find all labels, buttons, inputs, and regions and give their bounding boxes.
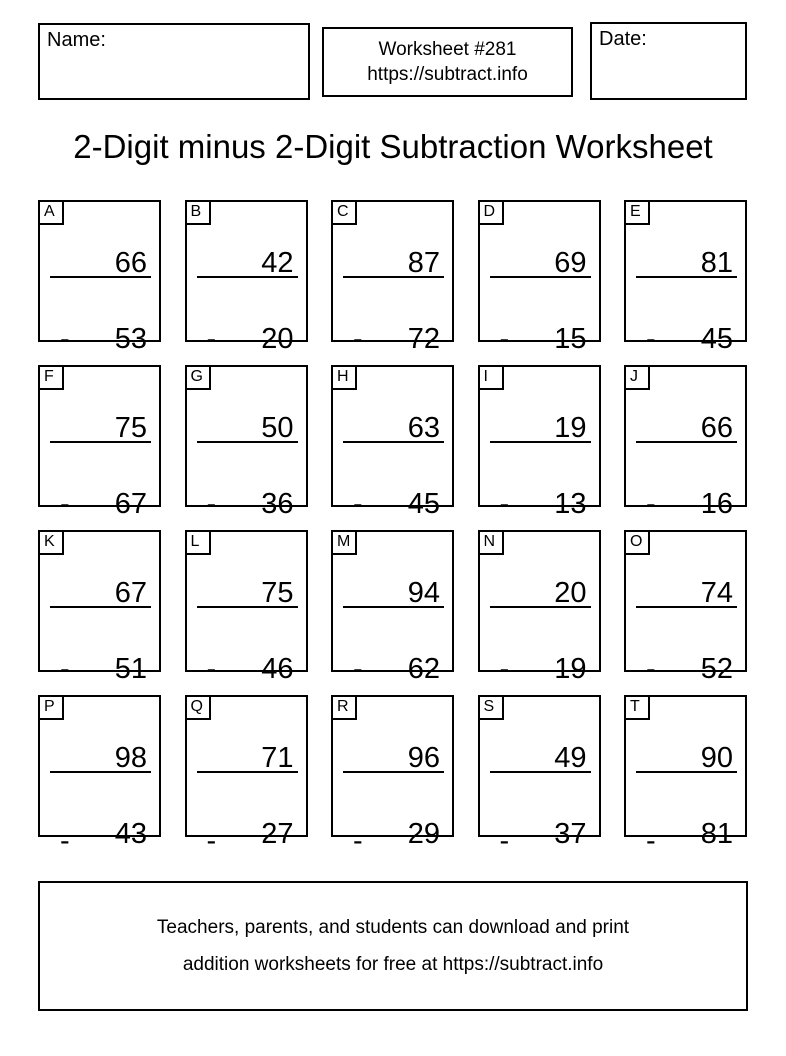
- minus-operator: -: [206, 488, 217, 520]
- minus-operator: -: [206, 323, 217, 355]
- answer-line: [343, 441, 444, 443]
- minus-operator: -: [60, 653, 70, 685]
- minus-operator: -: [353, 653, 363, 685]
- subtrahend-value: 67: [114, 488, 147, 520]
- problem-cell: [331, 365, 454, 520]
- problem-cell: [624, 695, 747, 857]
- minuend-value: 98: [114, 742, 147, 774]
- problem-letter: Q: [190, 698, 203, 715]
- subtrahend-value: 52: [700, 653, 733, 685]
- name-field-box: [38, 23, 310, 100]
- problem-letter: A: [44, 203, 55, 220]
- problem-letter-badge: [38, 695, 64, 720]
- problem-letter-badge: [185, 695, 211, 720]
- minus-operator: -: [353, 825, 363, 857]
- problem-cell: [624, 365, 747, 520]
- problem-letter: P: [44, 698, 55, 715]
- problem-letter: B: [190, 203, 202, 220]
- date-field-box: [590, 22, 747, 100]
- minus-operator: -: [499, 825, 510, 857]
- problem-letter-badge: [185, 365, 211, 390]
- minus-operator: -: [646, 323, 656, 355]
- minuend-value: 81: [700, 247, 733, 279]
- problem-cell: [478, 365, 601, 520]
- problem-cell: [331, 695, 454, 857]
- problem-cell: [478, 200, 601, 355]
- minus-operator: -: [60, 488, 70, 520]
- problem-letter: R: [337, 698, 349, 715]
- problem-cell: [38, 365, 161, 520]
- minuend-value: 75: [114, 412, 147, 444]
- name-label: Name:: [47, 29, 106, 51]
- subtrahend-value: 20: [261, 323, 294, 355]
- minuend-value: 74: [700, 577, 733, 609]
- problem-cell: [331, 530, 454, 685]
- minuend-value: 50: [261, 412, 294, 444]
- subtrahend-value: 45: [407, 488, 440, 520]
- answer-line: [197, 441, 298, 443]
- subtrahend-value: 13: [554, 488, 587, 520]
- subtrahend-value: 62: [407, 653, 440, 685]
- problem-letter: O: [630, 533, 643, 550]
- minuend-value: 96: [407, 742, 440, 774]
- problem-cell: [38, 530, 161, 685]
- subtrahend-value: 72: [407, 323, 440, 355]
- minus-operator: -: [646, 653, 656, 685]
- minus-operator: -: [206, 653, 217, 685]
- problem-letter-badge: [624, 200, 650, 225]
- problem-letter: T: [630, 698, 640, 715]
- answer-line: [636, 441, 737, 443]
- answer-line: [636, 606, 737, 608]
- subtrahend-value: 46: [261, 653, 294, 685]
- problem-cell: [331, 200, 454, 355]
- answer-line: [50, 606, 151, 608]
- problem-letter-badge: [478, 200, 504, 225]
- minuend-value: 19: [554, 412, 587, 444]
- problem-letter-badge: [185, 530, 211, 555]
- answer-line: [343, 276, 444, 278]
- subtrahend-value: 19: [554, 653, 587, 685]
- worksheet-info-box: [322, 27, 573, 97]
- minus-operator: -: [60, 825, 70, 857]
- subtrahend-value: 37: [554, 818, 587, 850]
- minuend-value: 66: [700, 412, 733, 444]
- subtrahend-value: 51: [114, 653, 147, 685]
- subtrahend-value: 53: [114, 323, 147, 355]
- problem-letter-badge: [624, 365, 650, 390]
- minus-operator: -: [499, 323, 510, 355]
- answer-line: [490, 771, 591, 773]
- page-title: 2-Digit minus 2-Digit Subtraction Worksheet: [73, 128, 713, 165]
- problem-cell: [38, 695, 161, 857]
- problem-letter: K: [44, 533, 55, 550]
- answer-line: [343, 771, 444, 773]
- footer-box: [38, 881, 748, 1011]
- problem-cell: [185, 695, 308, 857]
- problem-letter: E: [630, 203, 641, 220]
- problem-cell: [478, 695, 601, 857]
- problem-letter: H: [337, 368, 349, 385]
- minuend-value: 75: [261, 577, 294, 609]
- problem-cell: [185, 365, 308, 520]
- problem-letter: D: [483, 203, 496, 220]
- minus-operator: -: [206, 825, 217, 857]
- footer-line-2: addition worksheets for free at https://subtract.info: [182, 954, 604, 975]
- problem-letter-badge: [38, 365, 64, 390]
- problem-letter: I: [483, 368, 488, 385]
- subtrahend-value: 16: [700, 488, 733, 520]
- problem-letter: G: [190, 368, 203, 385]
- minus-operator: -: [353, 323, 363, 355]
- problem-letter: C: [337, 203, 349, 220]
- problem-letter-badge: [478, 365, 504, 390]
- minuend-value: 71: [261, 742, 294, 774]
- answer-line: [50, 771, 151, 773]
- problem-letter-badge: [478, 530, 504, 555]
- worksheet-url: https://subtract.info: [367, 64, 528, 85]
- subtrahend-value: 36: [261, 488, 294, 520]
- problem-letter-badge: [38, 200, 64, 225]
- problem-letter-badge: [624, 695, 650, 720]
- minus-operator: -: [499, 488, 510, 520]
- worksheet-number: Worksheet #281: [378, 39, 517, 60]
- problem-cell: [478, 530, 601, 685]
- answer-line: [197, 771, 298, 773]
- minuend-value: 63: [407, 412, 440, 444]
- answer-line: [490, 606, 591, 608]
- answer-line: [197, 606, 298, 608]
- problem-cell: [38, 200, 161, 355]
- problem-cell: [185, 200, 308, 355]
- subtrahend-value: 15: [554, 323, 587, 355]
- answer-line: [636, 276, 737, 278]
- problem-letter-badge: [38, 530, 64, 555]
- date-label: Date:: [599, 28, 647, 50]
- minus-operator: -: [646, 488, 656, 520]
- problem-letter-badge: [185, 200, 211, 225]
- problems-grid: [38, 200, 747, 857]
- minuend-value: 87: [407, 247, 440, 279]
- footer-line-1: Teachers, parents, and students can download and print: [156, 917, 630, 938]
- problem-letter-badge: [624, 530, 650, 555]
- minuend-value: 90: [700, 742, 733, 774]
- minus-operator: -: [499, 653, 510, 685]
- problem-letter-badge: [478, 695, 504, 720]
- answer-line: [636, 771, 737, 773]
- problem-letter: L: [190, 533, 200, 550]
- problem-letter: N: [483, 533, 496, 550]
- minus-operator: -: [646, 825, 656, 857]
- answer-line: [343, 606, 444, 608]
- problem-cell: [624, 530, 747, 685]
- problem-letter-badge: [331, 695, 357, 720]
- problem-letter-badge: [331, 200, 357, 225]
- minuend-value: 66: [114, 247, 147, 279]
- minuend-value: 49: [554, 742, 587, 774]
- problem-letter: F: [44, 368, 54, 385]
- subtrahend-value: 45: [700, 323, 733, 355]
- problem-letter-badge: [331, 365, 357, 390]
- answer-line: [50, 276, 151, 278]
- problem-letter: M: [337, 533, 351, 550]
- minuend-value: 94: [407, 577, 440, 609]
- subtrahend-value: 81: [700, 818, 733, 850]
- answer-line: [490, 441, 591, 443]
- problem-cell: [624, 200, 747, 355]
- answer-line: [50, 441, 151, 443]
- answer-line: [197, 276, 298, 278]
- problem-letter-badge: [331, 530, 357, 555]
- minus-operator: -: [60, 323, 70, 355]
- problem-letter: S: [483, 698, 495, 715]
- minuend-value: 42: [261, 247, 294, 279]
- answer-line: [490, 276, 591, 278]
- subtrahend-value: 43: [114, 818, 147, 850]
- problem-cell: [185, 530, 308, 685]
- minus-operator: -: [353, 488, 363, 520]
- problem-letter: J: [630, 368, 638, 385]
- minuend-value: 67: [114, 577, 147, 609]
- subtrahend-value: 27: [261, 818, 294, 850]
- minuend-value: 69: [554, 247, 587, 279]
- subtrahend-value: 29: [407, 818, 440, 850]
- minuend-value: 20: [554, 577, 587, 609]
